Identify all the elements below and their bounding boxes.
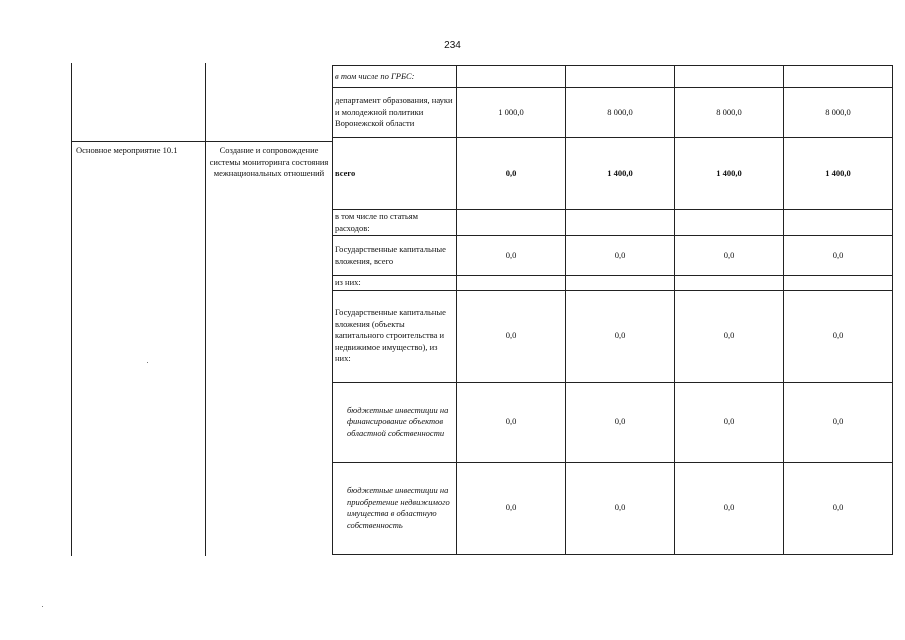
table-row — [333, 236, 893, 276]
value-cell — [566, 276, 675, 291]
column-border-code — [205, 63, 206, 556]
row-label: в том числе по статьям расходов: — [333, 210, 457, 236]
value-cell — [566, 66, 675, 88]
value-cell: 0,0 — [566, 382, 675, 462]
row-label: бюджетные инвестиции на приобретение недвижимого имущества в областную собственность — [333, 462, 457, 554]
value-cell — [784, 66, 893, 88]
value-cell: 1 000,0 — [457, 88, 566, 138]
value-cell: 0,0 — [784, 236, 893, 276]
value-cell: 0,0 — [457, 290, 566, 382]
row-label: Государственные капитальные вложения (объекты капитального строительства и недвижимое имущество), из них: — [333, 290, 457, 382]
table-row — [333, 462, 893, 554]
value-cell — [457, 210, 566, 236]
page-number: 234 — [444, 40, 461, 51]
table-row — [333, 382, 893, 462]
value-cell: 0,0 — [457, 462, 566, 554]
column-border-left — [71, 63, 72, 556]
row-label: Государственные капитальные вложения, всего — [333, 236, 457, 276]
row-label: из них: — [333, 276, 457, 291]
table-row — [333, 276, 893, 291]
row-label: департамент образования, науки и молодежной политики Воронежской области — [333, 88, 457, 138]
value-cell: 0,0 — [675, 382, 784, 462]
event-row-separator — [71, 141, 332, 142]
value-cell: 0,0 — [457, 382, 566, 462]
value-cell: 0,0 — [566, 462, 675, 554]
scan-speck — [42, 606, 43, 607]
scan-speck — [147, 362, 148, 363]
value-cell: 0,0 — [784, 462, 893, 554]
value-cell — [566, 210, 675, 236]
event-name: Создание и сопровождение системы мониторинга состояния межнациональных отношений — [209, 145, 329, 178]
table-row — [333, 88, 893, 138]
table-row — [333, 210, 893, 236]
budget-table — [332, 65, 893, 555]
value-cell: 8 000,0 — [675, 88, 784, 138]
value-cell — [675, 210, 784, 236]
value-cell: 0,0 — [675, 236, 784, 276]
value-cell: 0,0 — [566, 290, 675, 382]
value-cell — [675, 66, 784, 88]
value-cell: 0,0 — [566, 236, 675, 276]
value-cell: 0,0 — [675, 290, 784, 382]
value-cell: 1 400,0 — [675, 138, 784, 210]
value-cell — [457, 276, 566, 291]
value-cell — [784, 276, 893, 291]
value-cell: 8 000,0 — [784, 88, 893, 138]
row-label: всего — [333, 138, 457, 210]
table-row — [333, 138, 893, 210]
value-cell: 0,0 — [675, 462, 784, 554]
value-cell: 0,0 — [457, 138, 566, 210]
value-cell: 1 400,0 — [566, 138, 675, 210]
value-cell: 0,0 — [457, 236, 566, 276]
value-cell: 1 400,0 — [784, 138, 893, 210]
row-label: бюджетные инвестиции на финансирование объектов областной собственности — [333, 382, 457, 462]
value-cell — [675, 276, 784, 291]
value-cell — [457, 66, 566, 88]
table-row — [333, 290, 893, 382]
row-label: в том числе по ГРБС: — [333, 66, 457, 88]
table-row — [333, 66, 893, 88]
value-cell: 8 000,0 — [566, 88, 675, 138]
value-cell: 0,0 — [784, 382, 893, 462]
event-code: Основное мероприятие 10.1 — [76, 145, 178, 155]
value-cell: 0,0 — [784, 290, 893, 382]
value-cell — [784, 210, 893, 236]
